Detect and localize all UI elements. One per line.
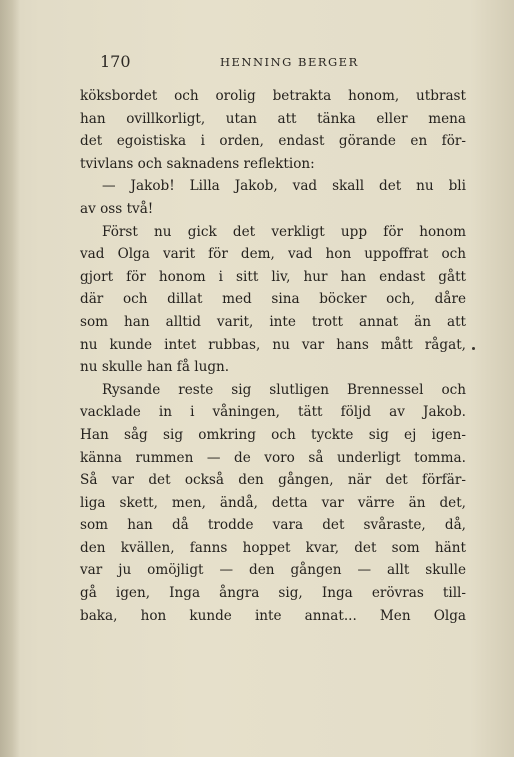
text-line: Så var det också den gången, när det förfär- <box>80 472 466 489</box>
text-line: känna rummen — de voro så underligt tomma. <box>80 449 466 466</box>
text-line: köksbordet och orolig betrakta honom, utbrast <box>80 88 466 104</box>
page-number: 170 <box>100 52 131 71</box>
body-text <box>80 85 466 627</box>
running-head <box>100 52 460 74</box>
text-line: av oss två! <box>80 200 154 217</box>
text-line: som han alltid varit, inte trott annat än att <box>80 313 466 330</box>
book-page <box>20 0 514 757</box>
text-line: vacklade in i våningen, tätt följd av Jakob. <box>80 404 466 421</box>
text-line: Rysande reste sig slutligen Brennessel och <box>102 381 466 398</box>
text-line: — Jakob! Lilla Jakob, vad skall det nu bli <box>102 178 466 195</box>
text-line: gjort för honom i sitt liv, hur han endast gått <box>80 268 466 285</box>
text-line: var ju omöjligt — den gången — allt skulle <box>80 562 466 579</box>
text-line: gå igen, Inga ångra sig, Inga erövras till- <box>80 585 466 602</box>
text-line: vad Olga varit för dem, vad hon uppoffrat och <box>80 246 466 263</box>
book-title: HENNING BERGER <box>220 55 359 69</box>
text-line: liga skett, men, ändå, detta var värre än det, <box>80 494 466 511</box>
text-line: där och dillat med sina böcker och, dåre <box>80 291 466 308</box>
text-line: han ovillkorligt, utan att tänka eller mena <box>80 110 466 127</box>
text-line: som han då trodde vara det svåraste, då, <box>80 517 466 534</box>
text-line: det egoistiska i orden, endast görande en för- <box>80 133 466 150</box>
text-line: den kvällen, fanns hoppet kvar, det som hänt <box>80 539 466 556</box>
text-line: nu kunde intet rubbas, nu var hans mått rågat, <box>80 336 466 353</box>
paper-speck <box>472 347 475 350</box>
text-line: Han såg sig omkring och tyckte sig ej igen- <box>80 426 466 443</box>
text-line: tvivlans och saknadens reflektion: <box>80 155 315 172</box>
binding-gutter <box>0 0 20 757</box>
text-line: baka, hon kunde inte annat... Men Olga <box>80 607 466 624</box>
text-line: Först nu gick det verkligt upp för honom <box>102 223 466 240</box>
text-line: nu skulle han få lugn. <box>80 359 230 376</box>
